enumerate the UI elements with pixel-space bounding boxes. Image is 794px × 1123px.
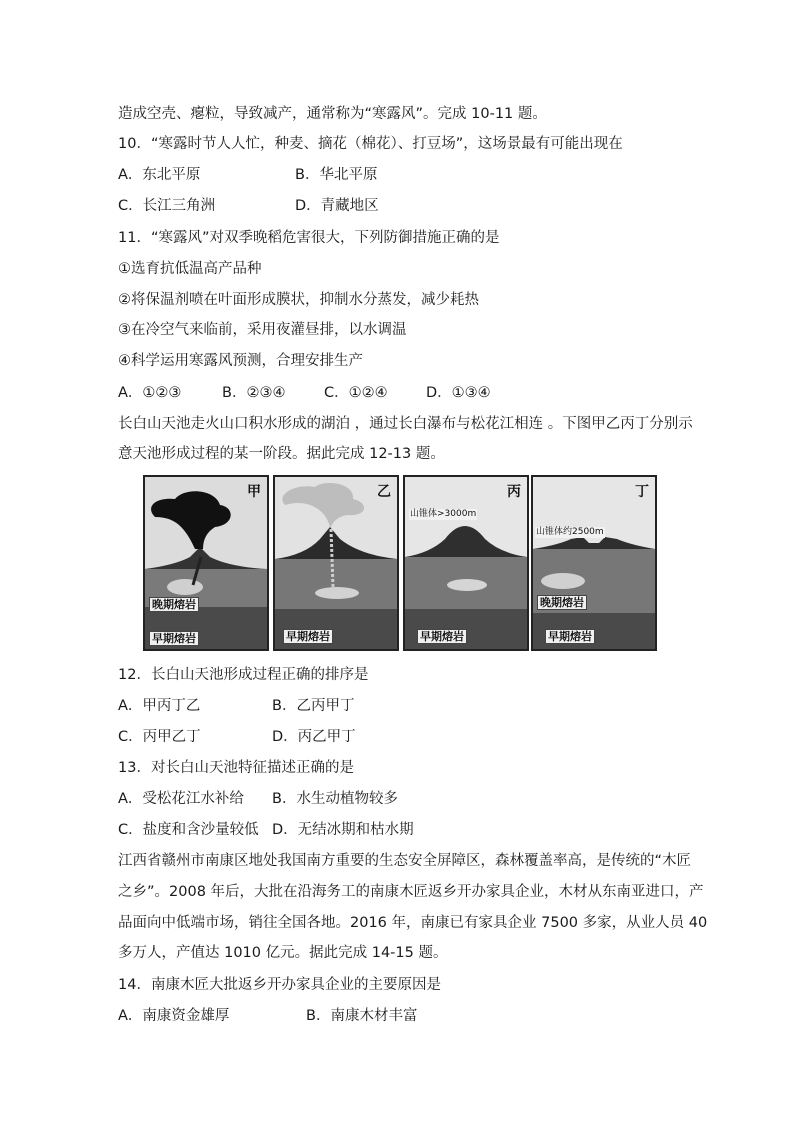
passage3-line1: 江西省赣州市南康区地处我国南方重要的生态安全屏障区，森林覆盖率高，是传统的“木匠 [118, 853, 692, 869]
panel-bing-drawing [405, 477, 527, 649]
q11-stem: 11．“寒露风”对双季晚稻危害很大，下列防御措施正确的是 [118, 230, 500, 246]
panel-jia-late-lava-label: 晚期熔岩 [149, 597, 199, 612]
q11-option-b: B．②③④ [222, 385, 286, 401]
panel-jia-tag: 甲 [247, 484, 261, 500]
panel-yi-early-lava-label: 早期熔岩 [283, 629, 333, 644]
q10-stem: 10．“寒露时节人人忙，种麦、摘花（棉花）、打豆场”，这场景最有可能出现在 [118, 136, 623, 152]
q14-stem: 14．南康木匠大批返乡开办家具企业的主要原因是 [118, 977, 441, 993]
passage3-line4: 多万人，产值达 1010 亿元。据此完成 14-15 题。 [118, 945, 448, 961]
panel-bing-height-label: 山锥体>3000m [410, 509, 477, 519]
q11-option-c: C．①②④ [324, 385, 388, 401]
q12-option-c: C．丙甲乙丁 [118, 729, 201, 745]
q11-statement-1: ①选育抗低温高产品种 [118, 261, 262, 277]
panel-jia-early-lava-label: 早期熔岩 [149, 631, 199, 646]
panel-ding-early-lava-label: 早期熔岩 [545, 629, 595, 644]
q12-option-a: A．甲丙丁乙 [118, 698, 201, 714]
panel-yi [273, 475, 399, 651]
panel-yi-drawing [275, 477, 397, 649]
passage3-line2: 之乡”。2008 年后，大批在沿海务工的南康木匠返乡开办家具企业，木材从东南亚进口，产 [118, 884, 704, 900]
q13-option-a: A．受松花江水补给 [118, 791, 244, 807]
panel-ding-tag: 丁 [635, 484, 649, 500]
q11-option-a: A．①②③ [118, 385, 182, 401]
q11-statement-2: ②将保温剂喷在叶面形成膜状，抑制水分蒸发，减少耗热 [118, 292, 479, 308]
passage2-line2: 意天池形成过程的某一阶段。据此完成 12-13 题。 [118, 446, 445, 462]
q14-option-b: B．南康木材丰富 [306, 1008, 418, 1024]
q11-statement-4: ④科学运用寒露风预测，合理安排生产 [118, 353, 363, 369]
q10-option-a: A．东北平原 [118, 167, 201, 183]
panel-bing [403, 475, 529, 651]
panel-ding-late-lava-label: 晚期熔岩 [537, 595, 587, 610]
panel-jia [143, 475, 269, 651]
panel-ding-height-label: 山锥体约2500m [536, 527, 604, 537]
q13-option-b: B．水生动植物较多 [272, 791, 398, 807]
passage3-line3: 品面向中低端市场，销往全国各地。2016 年，南康已有家具企业 7500 多家，从业人员 40 [118, 915, 708, 931]
panel-bing-tag: 丙 [507, 484, 521, 500]
q13-option-c: C．盐度和含沙量较低 [118, 822, 259, 838]
panel-jia-drawing [145, 477, 267, 649]
q13-stem: 13．对长白山天池特征描述正确的是 [118, 760, 354, 776]
q14-option-a: A．南康资金雄厚 [118, 1008, 230, 1024]
intro-line: 造成空壳、瘪粒，导致减产，通常称为“寒露风”。完成 10-11 题。 [118, 106, 547, 122]
panel-ding [531, 475, 657, 651]
q11-option-d: D．①③④ [426, 385, 491, 401]
q12-stem: 12．长白山天池形成过程正确的排序是 [118, 667, 369, 683]
panel-bing-early-lava-label: 早期熔岩 [417, 629, 467, 644]
q12-option-b: B．乙丙甲丁 [272, 698, 355, 714]
q10-option-c: C．长江三角洲 [118, 198, 216, 214]
q13-option-d: D．无结冰期和枯水期 [272, 822, 414, 838]
q12-option-d: D．丙乙甲丁 [272, 729, 356, 745]
q11-statement-3: ③在冷空气来临前，采用夜灌昼排，以水调温 [118, 322, 407, 338]
tianchi-formation-figure [143, 475, 673, 653]
panel-ding-drawing [533, 477, 655, 649]
q10-option-d: D．青藏地区 [295, 198, 379, 214]
passage2-line1: 长白山天池走火山口积水形成的湖泊 ，通过长白瀑布与松花江相连 。下图甲乙丙丁分别示 [118, 416, 693, 432]
q10-option-b: B．华北平原 [295, 167, 378, 183]
panel-yi-tag: 乙 [377, 484, 391, 500]
